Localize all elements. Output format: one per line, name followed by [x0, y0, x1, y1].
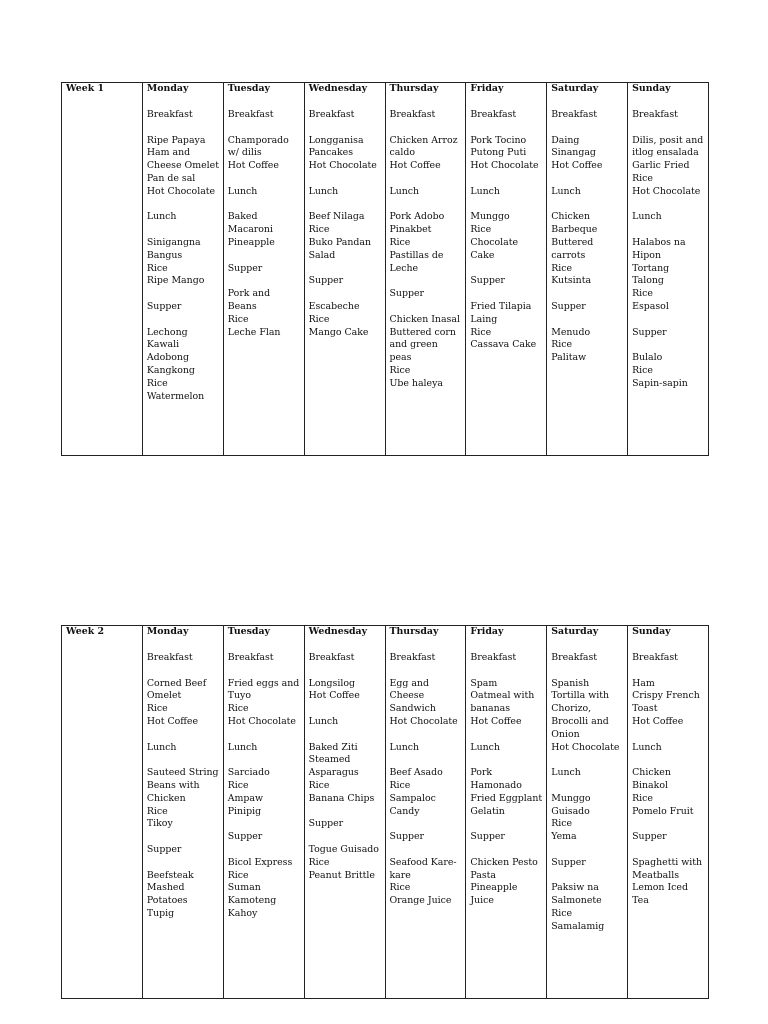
menu-item: Fried eggs and [227, 677, 300, 689]
menu-item: Rice [146, 805, 168, 817]
menu-item: Hot Chocolate [146, 185, 216, 197]
menu-item: and green peas [389, 339, 438, 364]
spacer [309, 199, 382, 212]
meal-label-breakfast: Breakfast [308, 109, 355, 120]
menu-item: Rice [389, 236, 411, 248]
menu-item: Dilis, posit and [632, 134, 704, 146]
menu-item: Longsilog [308, 677, 355, 689]
meal-label-breakfast: Breakfast [389, 109, 436, 120]
menu-item: Beans [227, 300, 257, 312]
menu-item: Binakol [632, 779, 668, 791]
day-header-sunday: Sunday [628, 626, 709, 640]
day-header-friday: Friday [466, 626, 547, 640]
meal-label-breakfast: Breakfast [632, 652, 678, 663]
meal-label-lunch: Lunch [389, 741, 420, 753]
meal-label-breakfast: Breakfast [551, 109, 598, 120]
meal-label-breakfast: Breakfast [632, 109, 678, 120]
menu-item: Asparagus [308, 767, 359, 779]
meal-label-supper: Supper [632, 326, 667, 338]
menu-item: Tortang [632, 262, 670, 274]
menu-item: Candy [389, 805, 420, 817]
day-menu-thursday [385, 96, 466, 456]
menu-item: Hot Chocolate [227, 715, 296, 727]
spacer [551, 780, 624, 793]
menu-item: Salmonete [551, 895, 602, 907]
menu-item: Rice [551, 339, 573, 351]
menu-item: Rice [227, 313, 249, 325]
meal-label-lunch: Lunch [470, 185, 500, 197]
meal-label-lunch: Lunch [146, 741, 177, 753]
spacer [390, 754, 463, 767]
menu-item: kare [389, 869, 411, 881]
menu-item: Rice [389, 882, 411, 894]
spacer [551, 665, 624, 678]
day-menu-friday [466, 96, 547, 456]
header-row [62, 83, 709, 97]
menu-item: Ube haleya [389, 377, 443, 389]
menu-item: Pineapple [470, 882, 518, 894]
spacer [632, 754, 705, 767]
week-label: Week 2 [62, 626, 143, 640]
menu-item: Kawali [146, 339, 180, 351]
day-header-tuesday: Tuesday [223, 626, 304, 640]
menu-item: Adobong [146, 352, 189, 364]
menu-item: Rice [470, 326, 492, 338]
menu-item: Munggo [470, 211, 510, 223]
week-1-menu-table [61, 82, 709, 456]
spacer [390, 844, 463, 857]
spacer [470, 844, 543, 857]
menu-item: Munggo [551, 792, 591, 804]
menu-item: Watermelon [146, 390, 205, 402]
menu-item: Pastillas de [389, 249, 444, 261]
menu-item: Gelatin [470, 805, 505, 817]
spacer [470, 288, 543, 301]
menu-item: Hot Coffee [146, 715, 199, 727]
menu-item: Buko Pandan [308, 236, 371, 248]
meal-label-breakfast: Breakfast [146, 652, 193, 663]
menu-item: Rice [632, 364, 653, 376]
menu-item: Chicken [551, 211, 590, 223]
meal-label-lunch: Lunch [146, 211, 177, 223]
menu-item: Toast [632, 703, 658, 715]
day-header-tuesday: Tuesday [223, 83, 304, 97]
day-menu-saturday [547, 96, 628, 456]
spacer [551, 314, 624, 327]
menu-item: Potatoes [146, 895, 188, 907]
menu-item: Putong Puti [470, 147, 527, 159]
menu-item: w/ dilis [227, 147, 262, 159]
menu-item: Chicken [632, 767, 671, 779]
menu-item: Sinigangna [146, 236, 201, 248]
menu-item: Laing [470, 313, 498, 325]
menu-item: Ham [632, 677, 655, 689]
menu-item: Chicken Arroz [389, 134, 458, 146]
menu-item: Cassava Cake [470, 339, 537, 351]
menu-item: Mashed [146, 882, 185, 894]
menu-item: Beefsteak [146, 869, 194, 881]
menu-item: Kamoteng [227, 895, 277, 907]
spacer [632, 122, 705, 135]
menu-item: Seafood Kare- [389, 856, 457, 868]
day-menu-monday [142, 96, 223, 456]
meal-label-lunch: Lunch [308, 715, 339, 727]
menu-item: Tikoy [146, 818, 173, 830]
meal-label-lunch: Lunch [227, 185, 258, 197]
menu-item: Bulalo [632, 352, 663, 364]
menu-item: Beef Nilaga [308, 211, 365, 223]
menu-item: Pancakes [308, 147, 354, 159]
menu-item: Spam [470, 677, 498, 689]
menu-item: Buttered corn [389, 326, 456, 338]
menu-item: Pinipig [227, 805, 262, 817]
menu-item: Cake [470, 249, 495, 261]
menu-item: Daing [551, 134, 580, 146]
menu-item: Guisado [551, 805, 590, 817]
meal-label-lunch: Lunch [470, 741, 500, 753]
meal-label-supper: Supper [632, 831, 667, 843]
menu-item: Sauteed String [146, 767, 219, 779]
menu-item: Spanish [551, 677, 590, 689]
day-header-thursday: Thursday [385, 626, 466, 640]
day-menu-friday [466, 639, 547, 999]
day-header-friday: Friday [466, 83, 547, 97]
menu-item: Rice [308, 779, 330, 791]
spacer [390, 301, 463, 314]
day-menu-sunday [628, 96, 709, 456]
menu-item: Rice [632, 288, 653, 300]
menu-item: Juice [470, 895, 494, 907]
menu-item: Macaroni [227, 224, 273, 236]
menu-item: Escabeche [308, 300, 360, 312]
spacer [309, 288, 382, 301]
menu-item: Rice [632, 792, 653, 804]
menu-item: Chicken [146, 792, 186, 804]
week-label: Week 1 [62, 83, 143, 97]
meal-label-lunch: Lunch [551, 185, 581, 197]
header-row [62, 626, 709, 640]
menu-item: Hot Coffee [632, 715, 684, 727]
menu-item: Chicken Inasal [389, 313, 460, 325]
menu-item: Egg and [389, 677, 429, 689]
meal-label-supper: Supper [470, 831, 505, 843]
menu-item: Rice [632, 172, 653, 184]
day-menu-tuesday [223, 96, 304, 456]
menu-item: Rice [308, 224, 330, 236]
menu-item: Hot Coffee [308, 690, 360, 702]
menu-item: Rice [227, 703, 249, 715]
meal-label-breakfast: Breakfast [470, 109, 517, 120]
menu-item: Rice [146, 262, 168, 274]
day-menu-monday [142, 639, 223, 999]
menu-item: Ripe Papaya [146, 134, 206, 146]
menu-item: Rice [146, 703, 168, 715]
day-menu-wednesday [304, 96, 385, 456]
menu-item: Paksiw na [551, 882, 599, 894]
menu-item: Bicol Express [227, 856, 293, 868]
menu-item: Hot Coffee [551, 160, 603, 172]
day-menu-tuesday [223, 639, 304, 999]
day-header-thursday: Thursday [385, 83, 466, 97]
spacer [228, 199, 301, 212]
menu-item: Bangus [146, 249, 183, 261]
spacer [309, 665, 382, 678]
menu-item: Fried Tilapia [470, 300, 532, 312]
meal-label-lunch: Lunch [227, 741, 258, 753]
spacer [309, 122, 382, 135]
menu-row [62, 96, 709, 456]
menu-item: Lechong [146, 326, 188, 338]
menu-item: Hot Chocolate [551, 741, 620, 753]
meal-label-supper: Supper [308, 275, 344, 287]
menu-item: Mango Cake [308, 326, 369, 338]
menu-item: Champorado [227, 134, 289, 146]
menu-item: Kahoy [227, 907, 258, 919]
menu-item: Chocolate [470, 236, 519, 248]
day-menu-thursday [385, 639, 466, 999]
menu-item: Sarciado [227, 767, 270, 779]
meal-label-supper: Supper [227, 262, 263, 274]
meal-label-breakfast: Breakfast [389, 652, 436, 663]
menu-item: Crispy French [632, 690, 700, 702]
meal-label-breakfast: Breakfast [470, 652, 517, 663]
week-label-cell [62, 96, 143, 456]
menu-item: Ripe Mango [146, 275, 205, 287]
menu-item: Yema [551, 831, 577, 843]
menu-item: Beef Asado [389, 767, 443, 779]
spacer [632, 665, 705, 678]
spacer [551, 122, 624, 135]
meal-label-lunch: Lunch [632, 211, 662, 223]
menu-item: Pork and [227, 288, 271, 300]
menu-item: Hot Coffee [389, 160, 441, 172]
menu-item: Banana Chips [308, 792, 375, 804]
meal-label-supper: Supper [470, 275, 505, 287]
menu-item: Cheese [389, 690, 425, 702]
menu-item: Hot Chocolate [389, 715, 458, 727]
meal-label-supper: Supper [308, 818, 344, 830]
spacer [390, 199, 463, 212]
menu-item: Rice [308, 313, 330, 325]
menu-item: Salad [308, 249, 336, 261]
menu-item: Rice [551, 262, 573, 274]
menu-item: Rice [389, 779, 411, 791]
spacer [390, 665, 463, 678]
menu-item: Hamonado [470, 779, 522, 791]
meal-label-supper: Supper [146, 843, 182, 855]
menu-item: Cheese Omelet [146, 160, 219, 172]
spacer [470, 199, 543, 212]
day-menu-saturday [547, 639, 628, 999]
menu-item: Sandwich [389, 703, 436, 715]
menu-item: Longganisa [308, 134, 364, 146]
spacer [147, 754, 220, 767]
meal-label-supper: Supper [389, 831, 424, 843]
menu-item: Ampaw [227, 792, 264, 804]
spacer [470, 122, 543, 135]
menu-item: Kutsinta [551, 275, 592, 287]
menu-item: Tuyo [227, 690, 251, 702]
menu-item: Leche [389, 262, 419, 274]
meal-label-breakfast: Breakfast [227, 109, 274, 120]
menu-item: Suman [227, 882, 261, 894]
menu-item: Corned Beef [146, 677, 207, 689]
menu-item: Baked [227, 211, 258, 223]
menu-item: Hot Chocolate [308, 160, 377, 172]
menu-item: Ham and [146, 147, 191, 159]
menu-item: Hot Chocolate [632, 185, 701, 197]
spacer [147, 665, 220, 678]
spacer [228, 754, 301, 767]
menu-item: Omelet [146, 690, 182, 702]
menu-item: Pork [470, 767, 493, 779]
day-header-wednesday: Wednesday [304, 83, 385, 97]
menu-item: itlog ensalada [632, 147, 699, 159]
day-header-saturday: Saturday [547, 626, 628, 640]
spacer [470, 665, 543, 678]
menu-item: Hipon [632, 249, 661, 261]
menu-item: Spaghetti with [632, 856, 703, 868]
menu-item: Pork Adobo [389, 211, 445, 223]
spacer [147, 122, 220, 135]
menu-item: Sapin-sapin [632, 377, 688, 389]
day-header-sunday: Sunday [628, 83, 709, 97]
spacer [632, 339, 705, 352]
menu-item: Brocolli and [551, 715, 609, 727]
menu-item: Baked Ziti [308, 741, 358, 753]
meal-label-lunch: Lunch [551, 767, 581, 779]
day-menu-sunday [628, 639, 709, 999]
meal-label-breakfast: Breakfast [146, 109, 193, 120]
menu-item: Palitaw [551, 352, 587, 364]
menu-item: Menudo [551, 326, 591, 338]
menu-item: Pasta [470, 869, 497, 881]
menu-item: bananas [470, 703, 511, 715]
menu-item: Rice [389, 364, 411, 376]
spacer [470, 754, 543, 767]
spacer [632, 224, 705, 237]
meal-label-supper: Supper [389, 288, 424, 300]
menu-item: Oatmeal with [470, 690, 535, 702]
spacer [632, 844, 705, 857]
menu-item: Talong [632, 275, 664, 287]
menu-item: Meatballs [632, 869, 680, 881]
menu-item: Fried Eggplant [470, 792, 543, 804]
day-header-monday: Monday [142, 83, 223, 97]
menu-item: Garlic Fried [632, 160, 690, 172]
day-menu-wednesday [304, 639, 385, 999]
menu-item: Onion [551, 728, 580, 740]
spacer [147, 314, 220, 327]
menu-item: Hot Chocolate [470, 160, 539, 172]
spacer [228, 844, 301, 857]
menu-item: Kangkong [146, 364, 195, 376]
menu-item: Rice [551, 818, 573, 830]
menu-item: Espasol [632, 300, 669, 312]
menu-item: Chicken Pesto [470, 856, 538, 868]
meal-label-supper: Supper [227, 831, 263, 843]
menu-item: Leche Flan [227, 326, 281, 338]
spacer [228, 275, 301, 288]
day-header-monday: Monday [142, 626, 223, 640]
meal-label-lunch: Lunch [632, 741, 662, 753]
spacer [309, 831, 382, 844]
menu-item: Beans with [146, 779, 200, 791]
menu-item: Sampaloc [389, 792, 436, 804]
spacer [390, 122, 463, 135]
menu-item: Pinakbet [389, 224, 432, 236]
menu-item: Hot Coffee [227, 160, 279, 172]
meal-label-breakfast: Breakfast [308, 652, 355, 663]
menu-item: Rice [470, 224, 492, 236]
meal-label-breakfast: Breakfast [551, 652, 598, 663]
week-2-menu-table [61, 625, 709, 999]
menu-item: Sinangag [551, 147, 596, 159]
meal-label-supper: Supper [551, 300, 586, 312]
menu-item: Halabos na [632, 236, 686, 248]
menu-item: Rice [551, 907, 573, 919]
menu-item: Pan de sal [146, 172, 196, 184]
menu-item: Lemon Iced [632, 882, 688, 894]
menu-item: Rice [227, 869, 249, 881]
menu-item: Pineapple [227, 236, 275, 248]
day-header-wednesday: Wednesday [304, 626, 385, 640]
menu-item: Rice [308, 856, 330, 868]
menu-item: Orange Juice [389, 895, 452, 907]
menu-item: Pork Tocino [470, 134, 527, 146]
menu-item: Steamed [308, 754, 351, 766]
menu-item: Rice [146, 377, 168, 389]
meal-label-lunch: Lunch [308, 185, 339, 197]
week-label-cell [62, 639, 143, 999]
menu-item: caldo [389, 147, 415, 159]
menu-item: Barbeque [551, 224, 598, 236]
menu-item: Hot Coffee [470, 715, 522, 727]
spacer [147, 857, 220, 870]
menu-item: Chorizo, [551, 703, 592, 715]
menu-item: Tupig [146, 907, 175, 919]
spacer [309, 729, 382, 742]
day-header-saturday: Saturday [547, 83, 628, 97]
spacer [228, 122, 301, 135]
menu-item: Togue Guisado [308, 843, 379, 855]
menu-item: Samalamig [551, 920, 605, 932]
menu-item: Rice [227, 779, 249, 791]
spacer [551, 199, 624, 212]
menu-row [62, 639, 709, 999]
menu-item: carrots [551, 249, 586, 261]
menu-item: Peanut Brittle [308, 869, 375, 881]
meal-label-lunch: Lunch [389, 185, 420, 197]
meal-label-supper: Supper [146, 300, 182, 312]
meal-label-breakfast: Breakfast [227, 652, 274, 663]
spacer [551, 870, 624, 883]
menu-item: Tea [632, 895, 649, 907]
menu-item: Tortilla with [551, 690, 610, 702]
menu-item: Pomelo Fruit [632, 805, 694, 817]
menu-item: Buttered [551, 236, 594, 248]
meal-label-supper: Supper [551, 856, 586, 868]
spacer [228, 665, 301, 678]
spacer [147, 224, 220, 237]
